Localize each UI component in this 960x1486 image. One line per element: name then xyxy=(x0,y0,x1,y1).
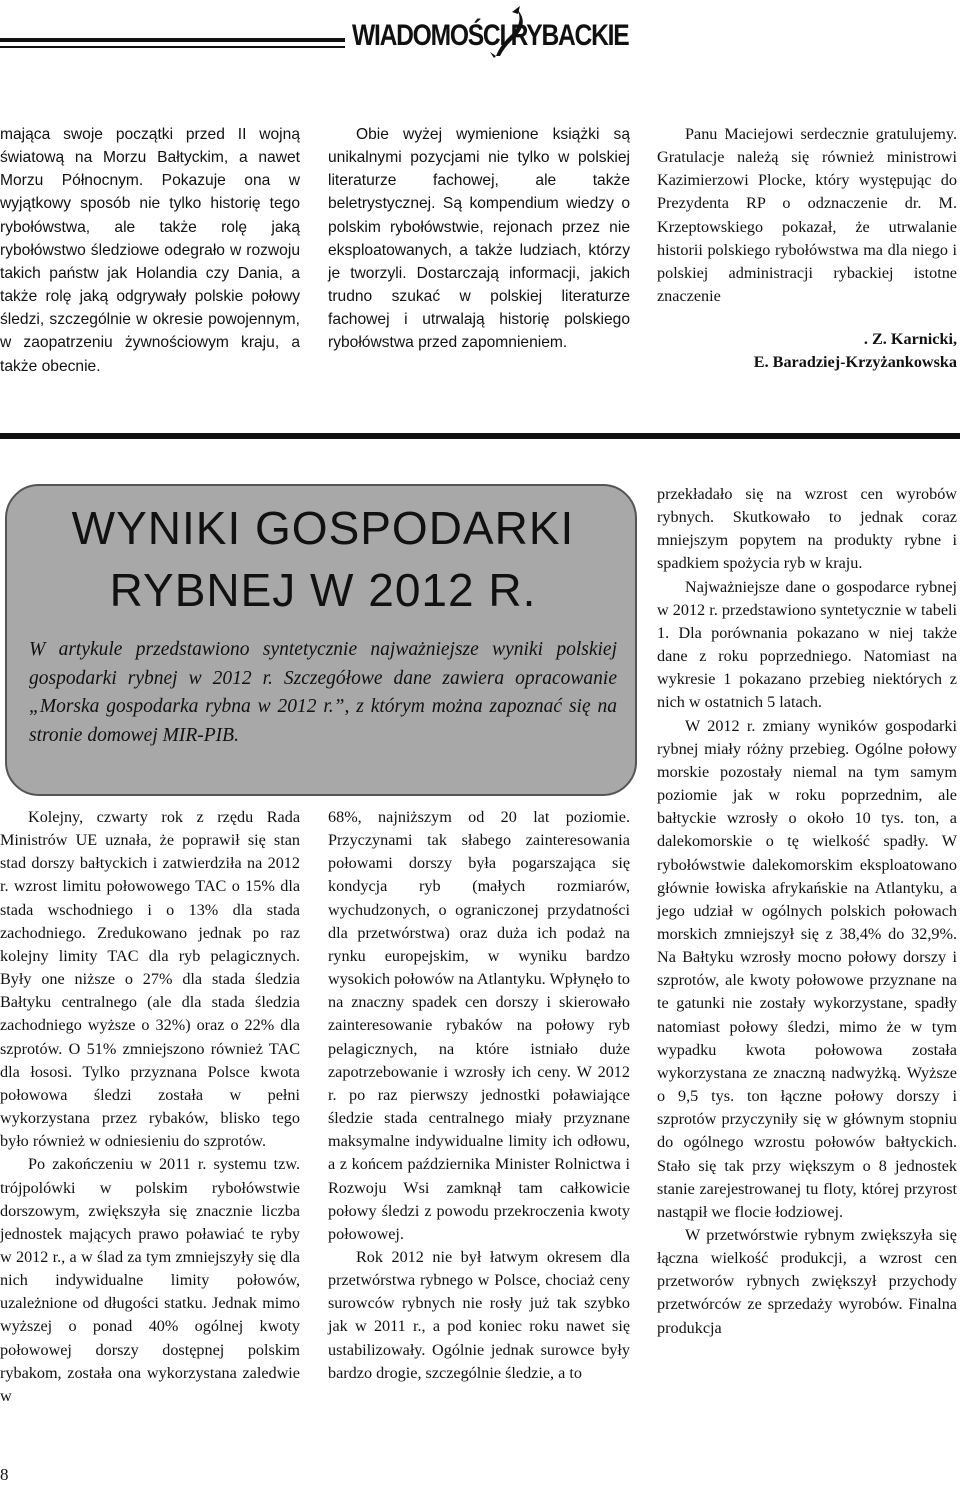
page-number: 8 xyxy=(0,1465,9,1484)
article-column-2-para-2: Rok 2012 nie był łatwym okresem dla przetwórstwa rybnego w Polsce, chociaż ceny surowców rybnych nie rosły już tak szybko jak w 2011 r., a pod koniec roku nawet się ustabilizowały. Ogólnie jednak surowce były bardzo drogie, szczególnie śledzie, a to xyxy=(328,1247,630,1382)
masthead-title: WIADOMOŚCI RYBACKIE xyxy=(352,19,629,52)
article-title-line-1: WYNIKI GOSPODARKI xyxy=(71,502,575,554)
top-column-3-text: Panu Maciejowi serdecznie gratulujemy. Gratulacje należą się również ministrowi Kazimierzowi Plocke, który występując do Prezydenta RP o odznaczenie dr. M. Krzeptowskiego pokazał, że utrwalanie historii polskiego rybołówstwa ma dla niego i polskiej administracji rybackiej istotne znaczenie xyxy=(657,125,957,306)
section-divider xyxy=(0,433,960,439)
article-column-3-para-3: W 2012 r. zmiany wyników gospodarki rybnej miały różny przebieg. Ogólne połowy morskie pozostały niemal na tym samym poziomie jak w roku poprzednim, ale bałtyckie wzrosły o około 10 tys. ton, a dalekomorskie o tę wielkość spadły. W rybołówstwie dalekomorskim eksploatowano głównie łowiska afrykańskie na Atlantyku, a jego udział w ogólnych polskich połowach morskich zmniejszył się z 38,4% do 32,9%. Na Bałtyku wzrosły mocno połowy dorszy i szprotów, ale kwoty połowowe przyznane na te gatunki nie zostały wykorzystane, spadły natomiast połowy śledzi, mimo że w tym wypadku kwota połowowa została wykorzystana ze znaczną nadwyżką. Wyższe o 9,5 tys. ton łączne połowy dorszy i szprotów przyczyniły się w głównym stopniu do ogólnego wzrostu połowów bałtyckich. Stało się tak przy większym o 8 jednostek stanie zarejestrowanej tu floty, której przyrost nastąpił we flocie łodziowej. xyxy=(657,716,957,1221)
article-column-2-para-1: 68%, najniższym od 20 lat poziomie. Przyczynami tak słabego zainteresowania połowami dorszy była pogarszająca się kondycja ryb (małych rozmiarów, wychudzonych, o ograniczonej przydatności dla przetwórstwa) oraz duża ich podaż na rynku europejskim, w wyniku bardzo wysokich połowów na Atlantyku. Wpłynęło to na znaczny spadek cen dorszy i skierowało zainteresowanie rybaków na połowy ryb pelagicznych, na które istniało duże zapotrzebowanie i wzrosły ich ceny. W 2012 r. po raz pierwszy jednostki poławiające śledzie stada centralnego miały przyznane maksymalne indywidualne limity ich odłowu, a z końcem października Minister Rolnictwa i Rozwoju Wsi zamknął tam całkowicie połowy śledzi z powodu przekroczenia kwoty połowowej. xyxy=(328,808,630,1243)
top-column-2-text: Obie wyżej wymienione książki są unikalnymi pozycjami nie tylko w polskiej literaturze fachowej, ale także beletrystycznej. Są kompendium wiedzy o polskim rybołówstwie, rejonach przez nie eksploatowanych, a także ludziach, którzy je tworzyli. Dostarczają informacji, jakich trudno szukać w polskiej literaturze fachowej i utrwalają historię polskiego rybołówstwa przed zapomnieniem. xyxy=(328,126,630,352)
article-column-2 xyxy=(328,806,630,1385)
article-lead: W artykule przedstawiono syntetycznie najważniejsze wyniki polskiej gospodarki rybnej w 2012 r. Szczegółowe dane zawiera opracowanie „Morska gospodarka rybna w 2012 r.”, z którym można zapoznać się na stronie domowej MIR-PIB. xyxy=(29,639,617,746)
article-column-3-para-1: przekładało się na wzrost cen wyrobów rybnych. Skutkowało to jednak coraz mniejszym popytem na produkty rybne i spadkiem spożycia ryb w kraju. xyxy=(657,485,957,573)
signature-line-2: E. Baradziej-Krzyżankowska xyxy=(753,353,957,372)
article-column-1 xyxy=(0,806,300,1408)
top-column-3 xyxy=(657,123,957,375)
signature xyxy=(657,328,957,374)
article-column-3-para-2: Najważniejsze dane o gospodarce rybnej w 2012 r. przedstawiono syntetycznie w tabeli 1. Dla porównania pokazano w niej także dane z roku poprzedniego. Natomiast na wykresie 1 pokazano przebieg niektórych z nich w ostatnich 5 latach. xyxy=(657,577,957,712)
top-column-1 xyxy=(0,123,300,378)
fish-logo-icon xyxy=(486,6,530,58)
header-rule xyxy=(0,38,345,42)
article-header-box xyxy=(5,484,637,796)
article-column-1-para-1: Kolejny, czwarty rok z rzędu Rada Ministrów UE uznała, że poprawił się stan stad dorszy bałtyckich i zatwierdziła na 2012 r. wzrost limitu połowowego TAC o 15% dla stada wschodniego i o 13% dla stada zachodniego. Zredukowano jednak po raz kolejny limity TAC dla ryb pelagicznych. Były one niższe o 27% dla stada śledzia Bałtyku centralnego (ale dla stada śledzia zachodniego wyższe o 32%) oraz o 22% dla szprotów. O 51% zmniejszono również TAC dla łososi. Tylko przyznana Polsce kwota połowowa śledzi została w pełni wykorzystana przez rybaków, blisko tego było również w odniesieniu do szprotów. xyxy=(0,808,300,1151)
header-rule-thin xyxy=(0,46,345,48)
article-column-1-para-2: Po zakończeniu w 2011 r. systemu tzw. trójpolówki w polskim rybołówstwie dorszowym, zwiększyła się znacznie liczba jednostek mających prawo poławiać te ryby w 2012 r., a w ślad za tym zmniejszyły się dla nich indywidualne limity połowów, uzależnione od długości statku. Jednak mimo wyższej o ponad 40% ogólnej kwoty połowowej dorszy dostępnej polskim rybakom, została ona wykorzystana zaledwie w xyxy=(0,1155,300,1405)
signature-line-1: . Z. Karnicki, xyxy=(863,330,957,349)
article-column-3-para-4: W przetwórstwie rybnym zwiększyła się łączna wielkość produkcji, a wzrost cen przetworów rybnych zwiększył przychody przetwórców ze sprzedaży wyrobów. Finalna produkcja xyxy=(657,1226,957,1337)
article-title-line-2: RYBNEJ W 2012 R. xyxy=(109,564,537,616)
top-column-2 xyxy=(328,123,630,355)
article-column-3 xyxy=(657,483,957,1340)
top-column-1-text: mająca swoje początki przed II wojną światową na Morzu Bałtyckim, a nawet Morzu Północnym. Pokazuje ona w wyjątkowy sposób nie tylko historię tego rybołówstwa, ale także rolę jaką rybołówstwo śledziowe odegrało w rozwoju takich państw jak Holandia czy Dania, a także rolę jaką odgrywały polskie połowy śledzi, szczególnie w okresie powojennym, w zaopatrzeniu żywnościowym kraju, a także obecnie. xyxy=(0,126,300,375)
